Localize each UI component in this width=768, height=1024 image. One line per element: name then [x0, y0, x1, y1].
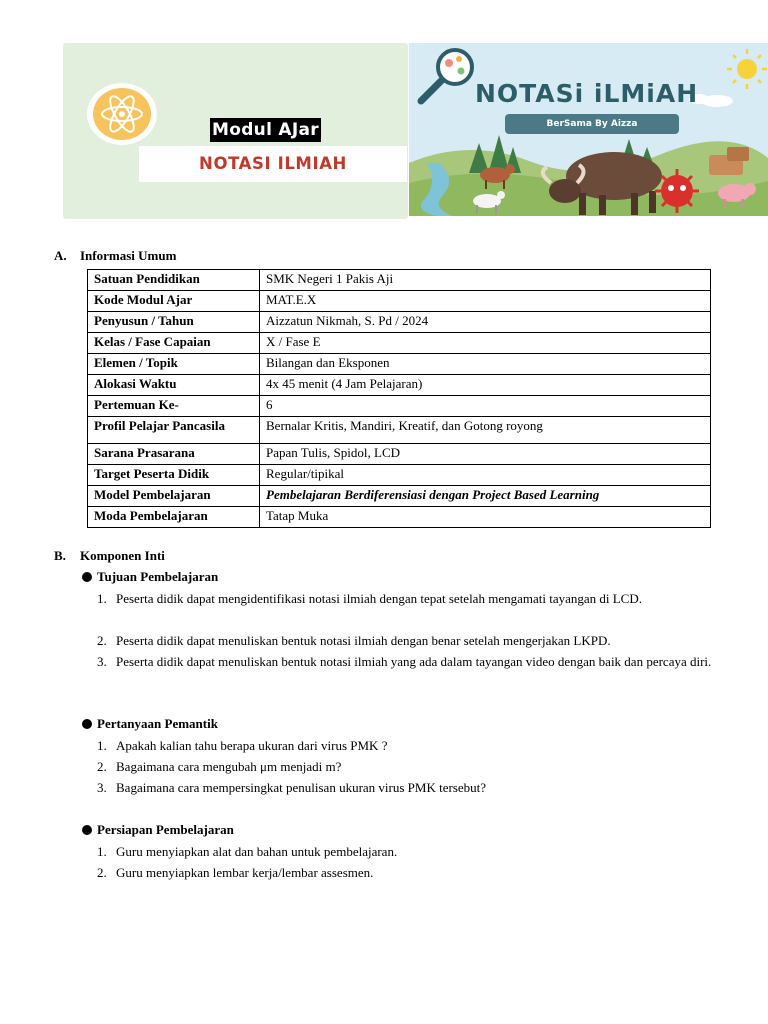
persiapan-heading: Persiapan Pembelajaran [82, 822, 234, 838]
list-item: 3. Peserta didik dapat menuliskan bentuk notasi ilmiah yang ada dalam tayangan video dengan baik dan percaya diri. [97, 654, 712, 669]
bullet-icon [82, 825, 92, 835]
title-box [139, 146, 407, 182]
table-row: Kelas / Fase Capaian X / Fase E [88, 333, 711, 354]
table-row: Sarana Prasarana Papan Tulis, Spidol, LCD [88, 444, 711, 465]
poster-image [409, 43, 768, 216]
section-b-heading: B. Komponen Inti [54, 548, 165, 563]
poster-subtitle: BerSama By Aizza [505, 114, 679, 134]
list-item: 1. Peserta didik dapat mengidentifikasi notasi ilmiah dengan tepat setelah mengamati tayangan di LCD. [97, 591, 642, 606]
list-item: 1. Apakah kalian tahu berapa ukuran dari virus PMK ? [97, 738, 388, 753]
list-item: 3. Bagaimana cara mempersingkat penulisan ukuran virus PMK tersebut? [97, 780, 487, 795]
modul-ajar-label: Modul AJar [212, 120, 319, 140]
list-item: 2. Bagaimana cara mengubah μm menjadi m? [97, 759, 342, 774]
table-row: Moda Pembelajaran Tatap Muka [88, 507, 711, 528]
table-row: Profil Pelajar Pancasila Bernalar Kritis, Mandiri, Kreatif, dan Gotong royong [88, 417, 711, 444]
table-row: Target Peserta Didik Regular/tipikal [88, 465, 711, 486]
table-row: Pertemuan Ke- 6 [88, 396, 711, 417]
table-row: Model Pembelajaran Pembelajaran Berdiferensiasi dengan Project Based Learning [88, 486, 711, 507]
table-row: Elemen / Topik Bilangan dan Eksponen [88, 354, 711, 375]
table-row: Satuan Pendidikan SMK Negeri 1 Pakis Aji [88, 270, 711, 291]
atom-logo [87, 83, 157, 145]
tujuan-heading: Tujuan Pembelajaran [82, 569, 218, 585]
atom-icon [93, 88, 151, 140]
poster-title: NOTASi iLMiAH [475, 79, 699, 108]
bullet-icon [82, 719, 92, 729]
list-item: 2. Peserta didik dapat menuliskan bentuk notasi ilmiah dengan benar setelah mengerjakan LKPD. [97, 633, 611, 648]
bullet-icon [82, 572, 92, 582]
table-row: Kode Modul Ajar MAT.E.X [88, 291, 711, 312]
section-a-heading: A. Informasi Umum [54, 248, 177, 263]
list-item: 1. Guru menyiapkan alat dan bahan untuk pembelajaran. [97, 844, 398, 859]
table-row: Alokasi Waktu 4x 45 menit (4 Jam Pelajaran) [88, 375, 711, 396]
list-item: 2. Guru menyiapkan lembar kerja/lembar assesmen. [97, 865, 374, 880]
banner-left-panel [63, 43, 408, 219]
table-row: Penyusun / Tahun Aizzatun Nikmah, S. Pd / 2024 [88, 312, 711, 333]
pemantik-heading: Pertanyaan Pemantik [82, 716, 218, 732]
document-title: NOTASI ILMIAH [199, 154, 347, 173]
info-table [87, 269, 711, 528]
